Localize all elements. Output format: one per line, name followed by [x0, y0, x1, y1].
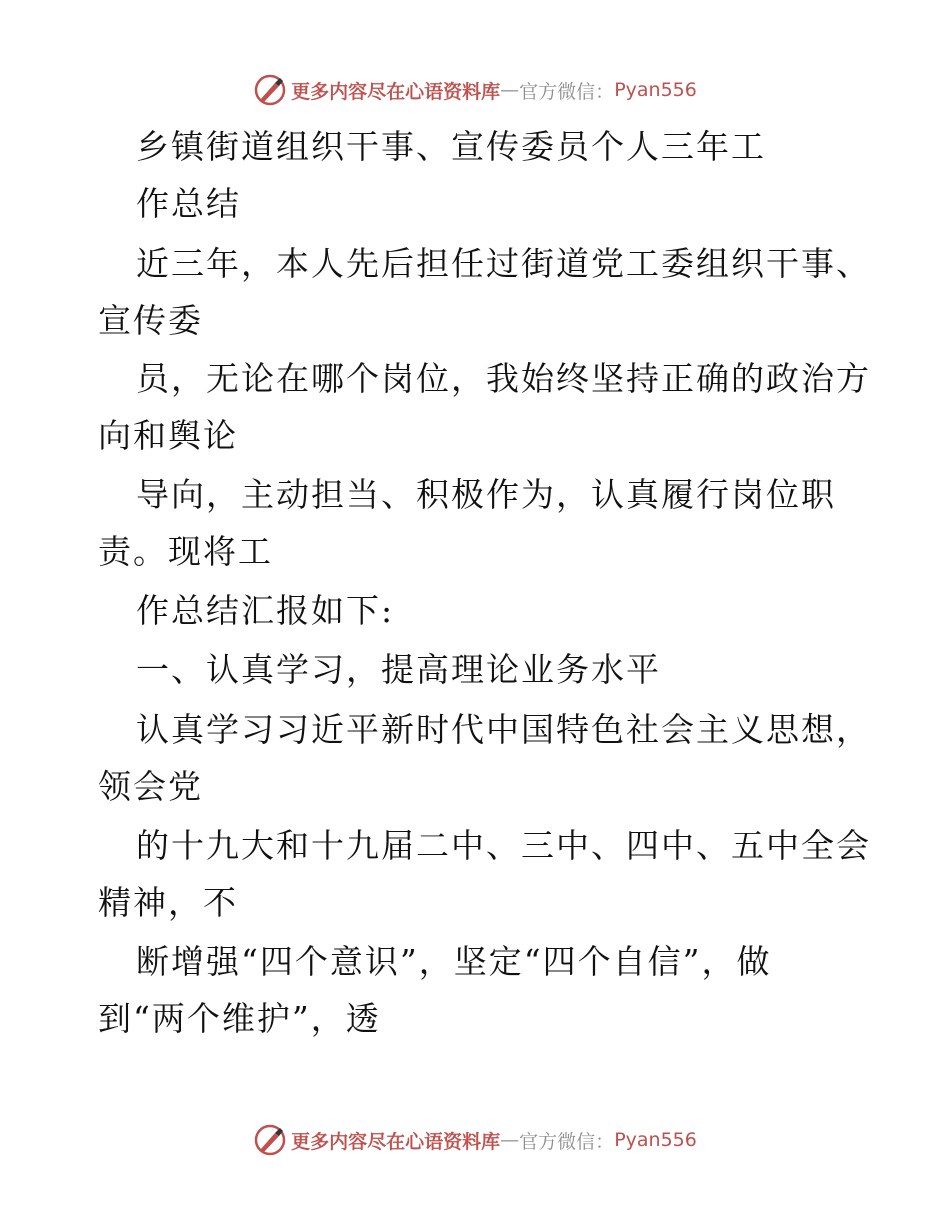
paragraph-line: 到“两个维护”，透 — [98, 999, 381, 1038]
paragraph-line: 近三年，本人先后担任过街道党工委组织干事、 — [136, 244, 871, 283]
paragraph-line: 的十九大和十九届二中、三中、四中、五中全会 — [136, 826, 871, 865]
paragraph-line: 认真学习习近平新时代中国特色社会主义思想， — [136, 710, 871, 749]
paragraph-line: 员，无论在哪个岗位，我始终坚持正确的政治方 — [136, 359, 871, 398]
footer-banner-dash: — — [500, 1129, 520, 1151]
footer-wechat-id: Pyan556 — [614, 1129, 697, 1151]
header-banner-dash: — — [500, 79, 520, 101]
header-wechat-id: Pyan556 — [614, 79, 697, 101]
pen-logo-icon — [253, 1123, 287, 1157]
paragraph-line: 导向，主动担当、积极作为，认真履行岗位职 — [136, 475, 836, 514]
footer-banner-label: 官方微信： — [519, 1130, 615, 1153]
paragraph-line: 断增强“四个意识”，坚定“四个自信”，做 — [136, 942, 772, 981]
paragraph-line: 作总结汇报如下: — [136, 591, 395, 630]
header-banner-text: 更多内容尽在心语资料库 — [291, 80, 501, 103]
paragraph-line: 宣传委 — [98, 301, 203, 340]
footer-banner — [0, 1120, 950, 1160]
document-title-line-1: 乡镇街道组织干事、宣传委员个人三年工 — [136, 127, 766, 166]
section-heading: 一、认真学习，提高理论业务水平 — [136, 650, 661, 689]
paragraph-line: 责。现将工 — [98, 532, 273, 571]
document-title-line-2: 作总结 — [136, 184, 241, 223]
footer-banner-text: 更多内容尽在心语资料库 — [291, 1130, 501, 1153]
header-banner-label: 官方微信： — [519, 80, 615, 103]
paragraph-line: 领会党 — [98, 767, 203, 806]
paragraph-line: 向和舆论 — [98, 416, 238, 455]
paragraph-line: 精神，不 — [98, 883, 238, 922]
